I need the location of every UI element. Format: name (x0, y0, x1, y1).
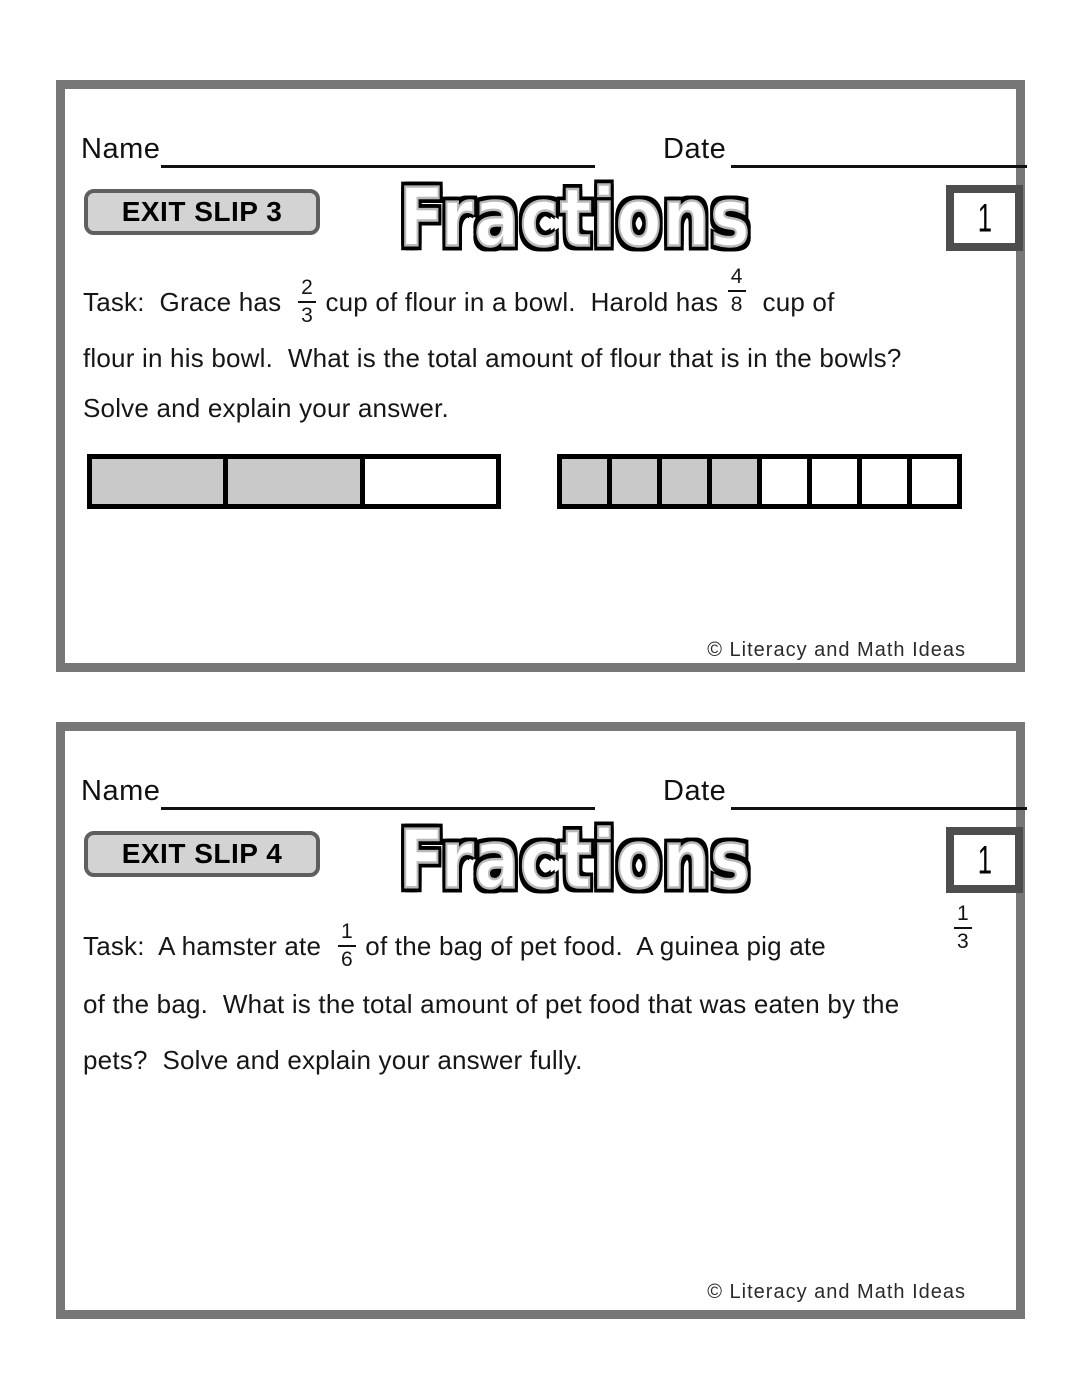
fraction-denominator: 3 (957, 930, 969, 954)
task-line-2 (83, 335, 902, 381)
copyright-notice: © Literacy and Math Ideas (707, 1281, 966, 1303)
fraction-bar-cell (907, 459, 957, 504)
fraction-bar-cell (657, 459, 707, 504)
task-line-1 (83, 264, 835, 327)
task-line-1 (83, 919, 826, 971)
name-blank-line (161, 807, 595, 810)
copyright-notice: © Literacy and Math Ideas (707, 639, 966, 661)
fraction-four-eighths (728, 266, 746, 316)
task-text-line3: pets? Solve and explain your answer fully. (83, 1044, 583, 1075)
fraction-bar-cell (360, 459, 496, 504)
fraction-bar-thirds (87, 454, 501, 509)
fraction-two-thirds (298, 277, 316, 327)
fraction-numerator: 1 (954, 903, 972, 929)
fraction-denominator: 6 (340, 948, 353, 971)
fraction-bar-cell (92, 459, 223, 504)
task-line-3 (83, 385, 449, 431)
task-line-3 (83, 1037, 583, 1083)
task-text-line3: Solve and explain your answer. (83, 392, 449, 423)
date-blank-line (731, 807, 1027, 810)
fraction-bar-cell (223, 459, 359, 504)
page-number-box (946, 185, 1023, 251)
task-text-middle: cup of flour in a bowl. Harold has (318, 286, 726, 317)
fraction-denominator: 8 (730, 293, 743, 316)
fraction-bar-cell (807, 459, 857, 504)
fraction-one-sixth (338, 921, 356, 971)
page-title: Fractions (399, 171, 751, 265)
page-number: 1 (977, 194, 992, 240)
fraction-bar-cell (757, 459, 807, 504)
name-blank-line (161, 165, 595, 168)
task-text-middle: of the bag of pet food. A guinea pig ate (357, 930, 826, 961)
task-text-tail: cup of (747, 286, 835, 317)
fraction-numerator: 2 (298, 277, 316, 303)
fraction-numerator: 4 (728, 266, 746, 292)
task-text-line2: flour in his bowl. What is the total amount of flour that is in the bowls? (83, 342, 902, 373)
exit-slip-badge: EXIT SLIP 4 (84, 831, 320, 877)
date-blank-line (731, 165, 1027, 168)
fraction-bar-cell (707, 459, 757, 504)
fraction-numerator: 1 (338, 921, 356, 947)
fraction-bar-cell (562, 459, 607, 504)
exit-slip-4-card (56, 722, 1025, 1319)
fraction-bar-cell (857, 459, 907, 504)
exit-slip-3-card (56, 80, 1025, 672)
page-number-box (946, 827, 1023, 893)
exit-slip-badge: EXIT SLIP 3 (84, 189, 320, 235)
page-number: 1 (977, 836, 992, 882)
fraction-bar-cell (607, 459, 657, 504)
fraction-denominator: 3 (301, 304, 314, 327)
date-label: Date (663, 775, 727, 807)
name-label: Name (81, 775, 161, 807)
fraction-one-third (954, 903, 972, 953)
page-title: Fractions (399, 813, 751, 907)
fraction-bar-eighths (557, 454, 962, 509)
task-text-line2: of the bag. What is the total amount of pet food that was eaten by the (83, 988, 900, 1019)
task-text-lead: Task: Grace has (83, 286, 297, 317)
task-text-lead: Task: A hamster ate (83, 930, 336, 961)
name-label: Name (81, 133, 161, 165)
date-label: Date (663, 133, 727, 165)
task-line-2 (83, 981, 899, 1027)
